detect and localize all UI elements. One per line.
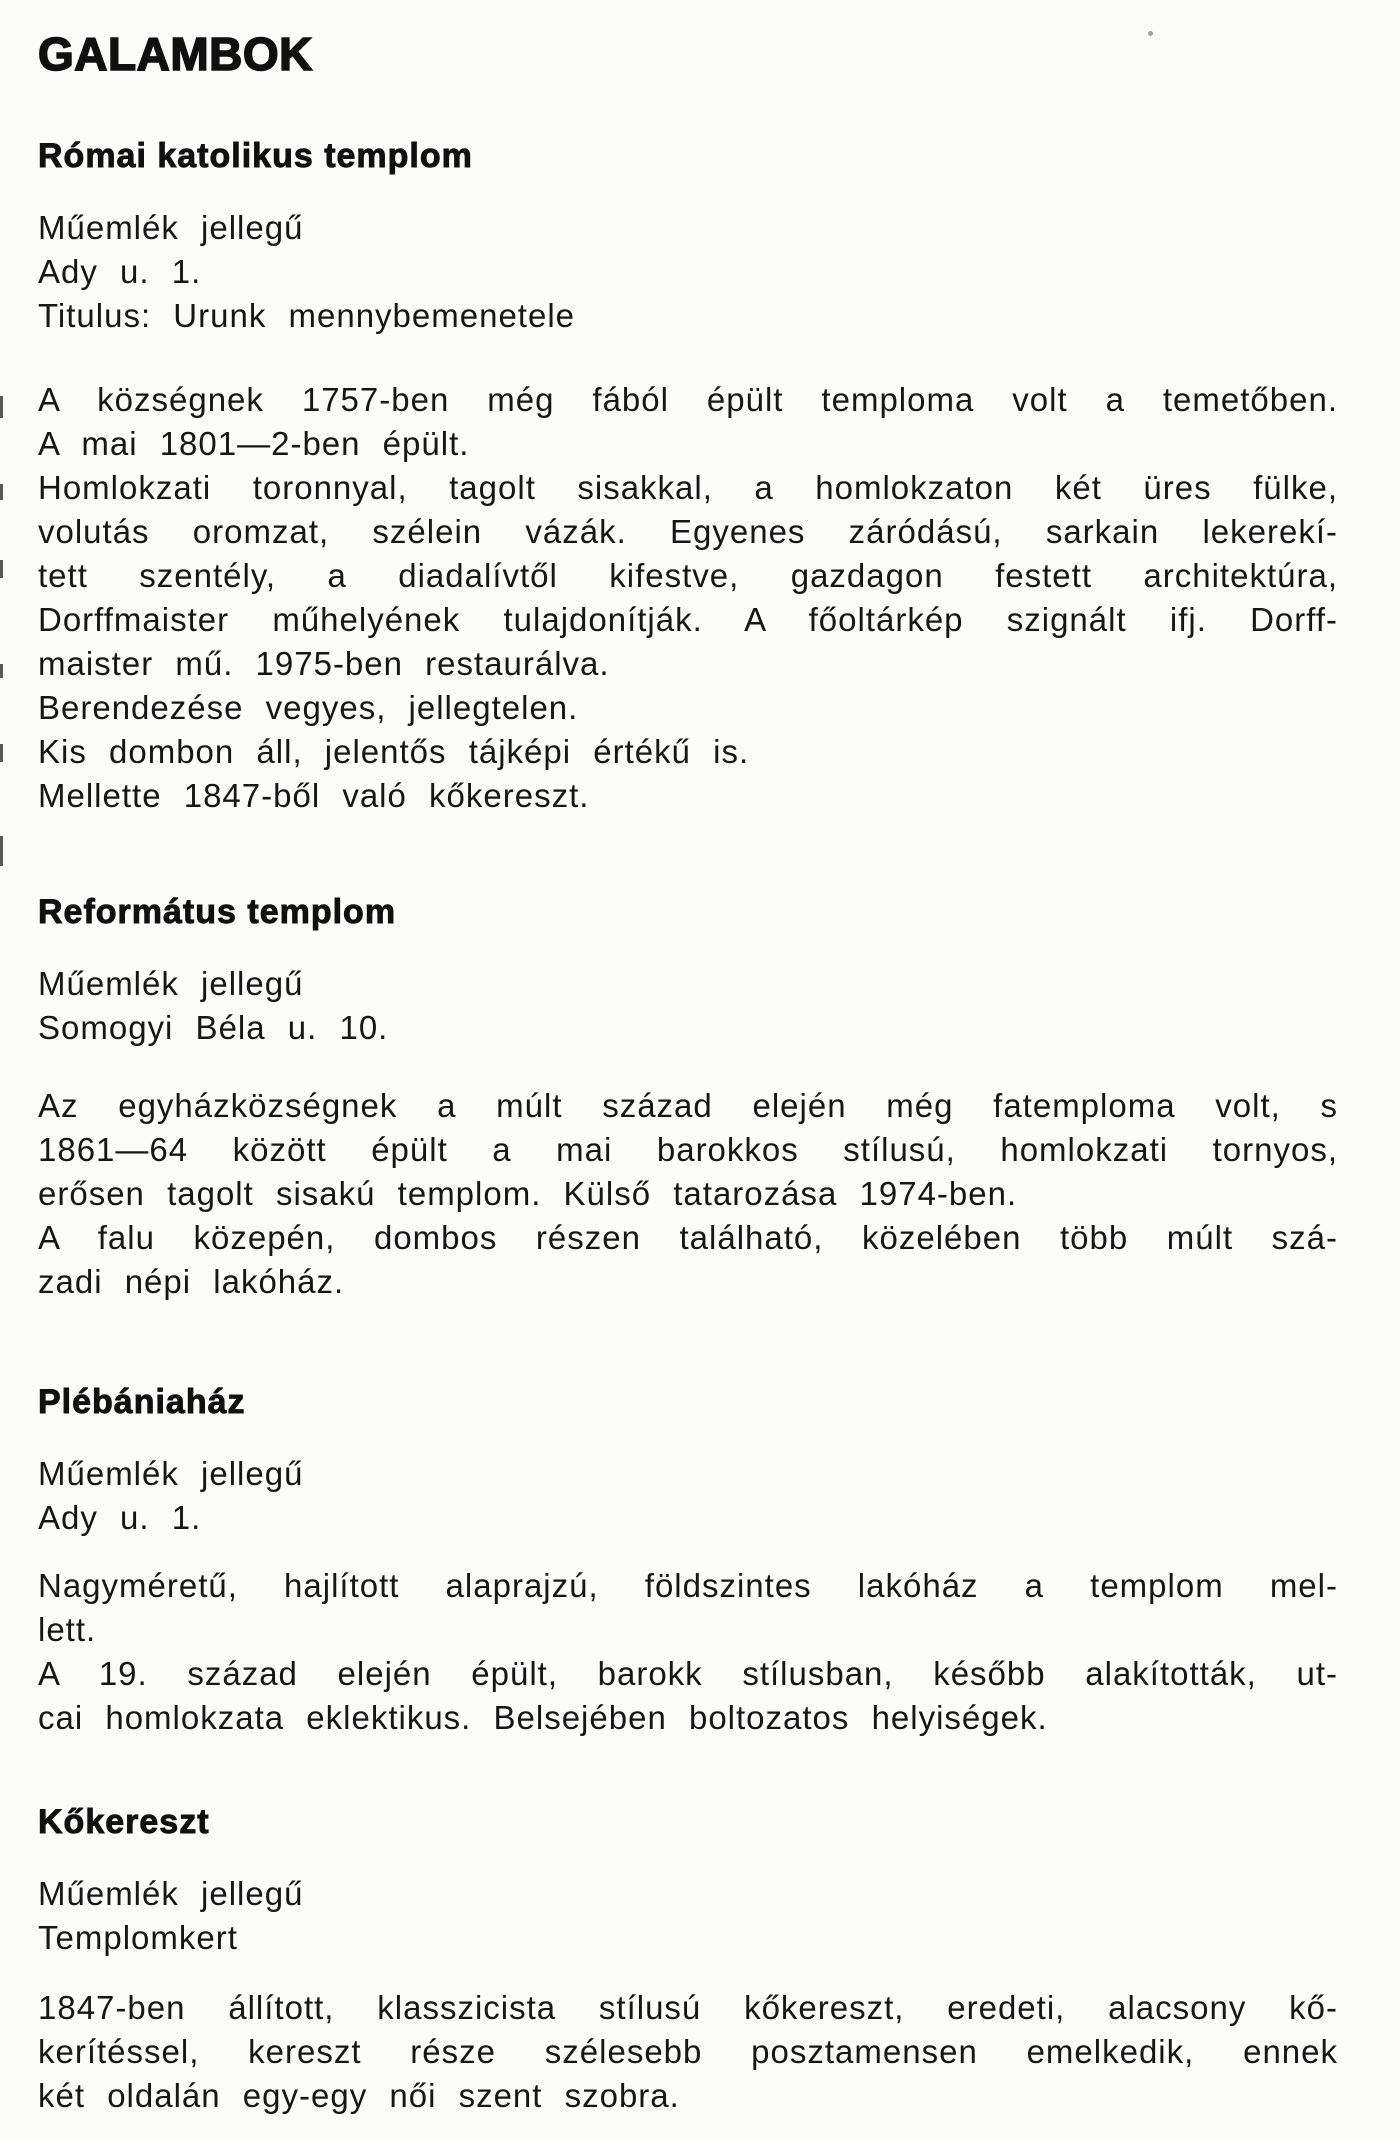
text-line: két oldalán egy-egy női szent szobra. xyxy=(38,2077,680,2114)
monument-heading: Római katolikus templom xyxy=(38,137,473,175)
monument-heading: Plébániaház xyxy=(38,1383,246,1421)
text-line: A községnek 1757-ben még fából épült temploma volt a temetőben. xyxy=(38,381,1338,418)
meta-line: Műemlék jellegű xyxy=(38,1875,304,1912)
monument-meta xyxy=(38,1872,1338,1960)
text-line: Homlokzati toronnyal, tagolt sisakkal, a homlokzaton két üres fülke, xyxy=(38,469,1338,506)
monument-section xyxy=(38,892,1338,1304)
monument-meta xyxy=(38,962,1338,1050)
text-line: A 19. század elején épült, barokk stílusban, később alakították, ut- xyxy=(38,1655,1338,1692)
scan-edge-artifact xyxy=(0,560,3,578)
text-line: tett szentély, a diadalívtől kifestve, gazdagon festett architektúra, xyxy=(38,557,1338,594)
page-title: GALAMBOK xyxy=(38,28,313,80)
text-line: Nagyméretű, hajlított alaprajzú, földszintes lakóház a templom mel- xyxy=(38,1567,1338,1604)
text-line: A mai 1801—2-ben épült. xyxy=(38,425,470,462)
text-line: Mellette 1847-ből való kőkereszt. xyxy=(38,777,590,814)
text-line: kerítéssel, kereszt része szélesebb posztamensen emelkedik, ennek xyxy=(38,2033,1338,2070)
text-line: zadi népi lakóház. xyxy=(38,1263,345,1300)
meta-line: Ady u. 1. xyxy=(38,253,202,290)
scan-edge-artifact xyxy=(0,836,3,866)
text-line: volutás oromzat, szélein vázák. Egyenes záródású, sarkain lekerekí- xyxy=(38,513,1338,550)
meta-line: Somogyi Béla u. 10. xyxy=(38,1009,389,1046)
monument-heading: Kőkereszt xyxy=(38,1803,210,1841)
scan-edge-artifact xyxy=(0,744,3,762)
text-line: Berendezése vegyes, jellegtelen. xyxy=(38,689,579,726)
monument-heading: Református templom xyxy=(38,893,397,931)
meta-line: Templomkert xyxy=(38,1919,238,1956)
monument-meta xyxy=(38,1452,1338,1540)
monument-section xyxy=(38,1802,1338,2118)
text-line: lett. xyxy=(38,1611,97,1648)
meta-line: Műemlék jellegű xyxy=(38,965,304,1002)
monument-description xyxy=(38,1986,1338,2118)
scan-edge-artifact xyxy=(0,396,3,418)
monument-description xyxy=(38,1084,1338,1304)
text-line: erősen tagolt sisakú templom. Külső tatarozása 1974-ben. xyxy=(38,1175,1018,1212)
text-line: maister mű. 1975-ben restaurálva. xyxy=(38,645,610,682)
scanned-page xyxy=(38,0,1338,2118)
monument-section xyxy=(38,1382,1338,1740)
text-line: cai homlokzata eklektikus. Belsejében boltozatos helyiségek. xyxy=(38,1699,1048,1736)
scan-edge-artifact xyxy=(0,664,3,678)
meta-line: Titulus: Urunk mennybemenetele xyxy=(38,297,576,334)
meta-line: Ady u. 1. xyxy=(38,1499,202,1536)
meta-line: Műemlék jellegű xyxy=(38,1455,304,1492)
monument-section xyxy=(38,136,1338,818)
meta-line: Műemlék jellegű xyxy=(38,209,304,246)
text-line: A falu közepén, dombos részen található, közelében több múlt szá- xyxy=(38,1219,1338,1256)
scan-edge-artifact xyxy=(0,484,3,500)
text-line: Kis dombon áll, jelentős tájképi értékű is. xyxy=(38,733,750,770)
text-line: 1847-ben állított, klasszicista stílusú kőkereszt, eredeti, alacsony kő- xyxy=(38,1989,1338,2026)
text-line: Dorffmaister műhelyének tulajdonítják. A főoltárkép szignált ifj. Dorff- xyxy=(38,601,1338,638)
monument-description xyxy=(38,1564,1338,1740)
monument-description xyxy=(38,378,1338,818)
scan-speck xyxy=(1148,31,1153,36)
text-line: 1861—64 között épült a mai barokkos stílusú, homlokzati tornyos, xyxy=(38,1131,1338,1168)
monument-meta xyxy=(38,206,1338,338)
document-sections xyxy=(38,136,1338,2118)
text-line: Az egyházközségnek a múlt század elején még fatemploma volt, s xyxy=(38,1087,1338,1124)
